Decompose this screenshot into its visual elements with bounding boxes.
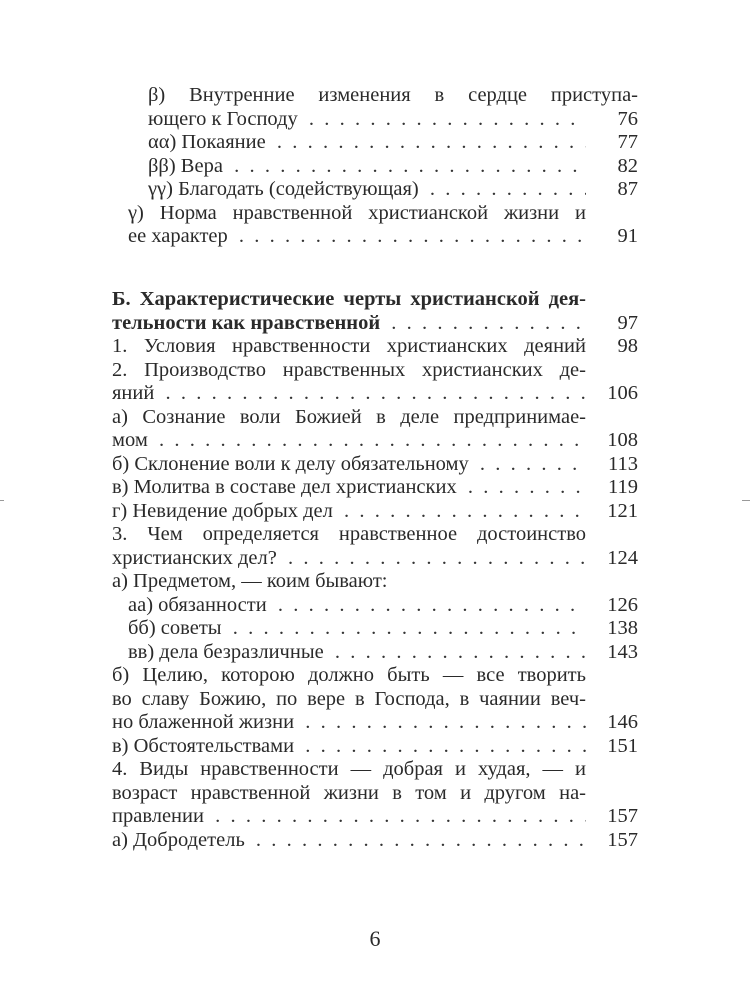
toc-entry-text: тельности как нравственной: [112, 311, 381, 334]
toc-line: [112, 523, 638, 547]
toc-line: [112, 805, 638, 829]
toc-entry-text: β) Внутренние изменения в сердце приступа-: [148, 84, 638, 106]
toc-entry-text: в) Молитва в составе дел христианских: [112, 476, 457, 498]
toc-entry-text: ее характер: [128, 225, 228, 247]
toc-entry-text: мом: [112, 429, 148, 451]
page-ref[interactable]: 106: [607, 382, 638, 404]
toc-line: [112, 476, 638, 500]
page-ref[interactable]: 124: [607, 546, 638, 569]
toc-line: [128, 202, 638, 226]
leader-dots: [228, 225, 586, 249]
toc-line: [112, 570, 638, 594]
toc-entry-text: яний: [112, 382, 155, 404]
toc-entry-text: во славу Божию, по вере в Господа, в чаянии веч-: [112, 687, 586, 710]
toc-entry-text: б) Склонение воли к делу обязательному: [112, 452, 469, 475]
page-ref[interactable]: 98: [617, 335, 638, 357]
toc-line: [112, 664, 638, 688]
leader-dots: [294, 711, 586, 735]
page-ref[interactable]: 91: [617, 225, 638, 247]
leader-dots: [294, 735, 586, 759]
leader-dots: [267, 594, 586, 618]
toc-entry-text: г) Невидение добрых дел: [112, 499, 333, 522]
page-ref[interactable]: 151: [607, 734, 638, 757]
page-ref[interactable]: 157: [607, 828, 638, 851]
leader-dots: [333, 500, 586, 524]
leader-dots: [380, 312, 586, 336]
page-ref[interactable]: 146: [607, 711, 638, 733]
toc-entry-text: бб) советы: [128, 617, 222, 639]
toc-entry-text: 4. Виды нравственности — добрая и худая, — и: [112, 758, 586, 780]
toc-line: [112, 688, 638, 712]
toc-line: [112, 382, 638, 406]
page-ref[interactable]: 138: [607, 617, 638, 639]
leader-dots: [148, 429, 586, 453]
toc-line: [128, 594, 638, 618]
page-number: 6: [369, 926, 381, 951]
toc-section-heading: [112, 288, 638, 312]
toc-line: [112, 547, 638, 571]
crop-mark-left: [0, 500, 4, 501]
page-ref[interactable]: 97: [617, 311, 638, 334]
leader-dots: [154, 382, 586, 406]
toc-entry-text: а) Сознание воли Божией в деле предпринимае-: [112, 405, 586, 428]
leader-dots: [457, 476, 586, 500]
page-ref[interactable]: 119: [608, 476, 638, 498]
toc-entry-text: христианских дел?: [112, 546, 277, 569]
toc-entry-text: 1. Условия нравственности христианских деяний: [112, 335, 586, 357]
toc-entry-text: γ) Норма нравственной христианской жизни и: [128, 201, 586, 224]
toc-line: [112, 453, 638, 477]
toc-line: [112, 758, 638, 782]
leader-dots: [277, 547, 586, 571]
page-ref[interactable]: 143: [607, 640, 638, 663]
toc-line: [112, 735, 638, 759]
page-ref[interactable]: 157: [607, 805, 638, 827]
toc-line: [148, 108, 638, 132]
page-ref[interactable]: 108: [607, 429, 638, 451]
toc-entry-text: вв) дела безразличные: [128, 640, 324, 663]
toc-entry-text: γγ) Благодать (содействующая): [148, 178, 419, 200]
page-ref[interactable]: 113: [608, 452, 638, 475]
toc-entry-text: в) Обстоятельствами: [112, 734, 295, 757]
toc-entry-text: а) Добродетель: [112, 828, 245, 851]
leader-dots: [419, 178, 586, 202]
toc-entry-text: но блаженной жизни: [112, 711, 295, 733]
toc-entry-text: ющего к Господу: [148, 107, 298, 130]
leader-dots: [469, 453, 586, 477]
page-ref[interactable]: 77: [617, 131, 638, 153]
toc-line: [112, 359, 638, 383]
leader-dots: [298, 108, 586, 132]
toc-line: [112, 406, 638, 430]
toc-entry-text: 2. Производство нравственных христианских де-: [112, 358, 586, 381]
page-ref[interactable]: 82: [617, 154, 638, 177]
page-ref[interactable]: 121: [607, 499, 638, 522]
leader-dots: [223, 155, 586, 179]
leader-dots: [204, 805, 586, 829]
leader-dots: [245, 829, 586, 853]
page-ref[interactable]: 87: [617, 178, 638, 200]
toc-entry-text: а) Предметом, — коим бывают:: [112, 570, 388, 592]
toc-line: [148, 155, 638, 179]
toc-line: [148, 131, 638, 155]
toc-line: [112, 312, 638, 336]
toc-entry-text: возраст нравственной жизни в том и другом на-: [112, 781, 586, 804]
page-ref[interactable]: 126: [607, 593, 638, 616]
crop-mark-right: [742, 500, 750, 501]
toc-line: [112, 335, 638, 359]
toc-line: [148, 84, 638, 108]
toc-entry-text: аа) обязанности: [128, 593, 267, 616]
toc-entry-text: правлении: [112, 805, 204, 827]
toc-line: [128, 617, 638, 641]
toc-entry-text: ββ) Вера: [148, 154, 223, 177]
toc-line: [112, 711, 638, 735]
page-ref[interactable]: 76: [617, 107, 638, 130]
toc-line: [112, 829, 638, 853]
leader-dots: [222, 617, 586, 641]
toc-entry-text: αα) Покаяние: [148, 131, 266, 153]
toc-line: [128, 641, 638, 665]
toc-entry-text: 3. Чем определяется нравственное достоинство: [112, 523, 586, 545]
toc-line: [128, 225, 638, 249]
toc-line: [148, 178, 638, 202]
toc-line: [112, 429, 638, 453]
toc-entry-text: б) Целию, которою должно быть — все творить: [112, 664, 586, 686]
leader-dots: [324, 641, 586, 665]
toc-line: [112, 782, 638, 806]
toc-line: [112, 500, 638, 524]
toc-entry-text: Б. Характеристические черты христианской дея-: [112, 288, 586, 310]
leader-dots: [266, 131, 586, 155]
